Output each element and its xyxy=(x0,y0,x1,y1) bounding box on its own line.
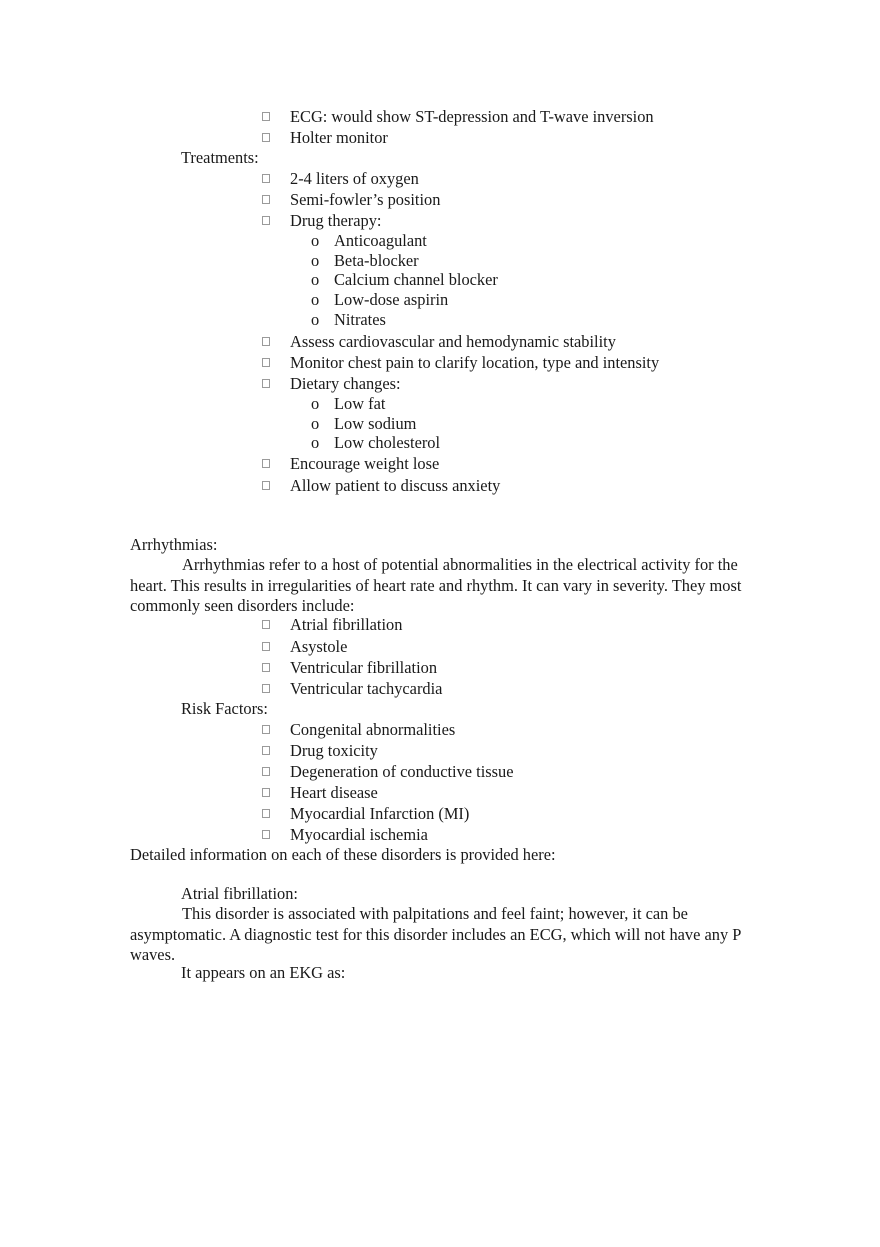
bullet-box-icon xyxy=(262,337,270,346)
bullet-box-icon xyxy=(262,642,270,651)
list-item: Ventricular fibrillation xyxy=(290,658,438,677)
sub-bullet-marker: o xyxy=(311,433,320,452)
list-item: Heart disease xyxy=(290,783,378,802)
bullet-box-icon xyxy=(262,684,270,693)
list-item: Holter monitor xyxy=(290,128,388,147)
list-item: Semi-fowler’s position xyxy=(290,190,441,209)
bullet-box-icon xyxy=(262,788,270,797)
list-item: Degeneration of conductive tissue xyxy=(290,762,514,781)
list-item: Allow patient to discuss anxiety xyxy=(290,476,501,495)
list-item: Monitor chest pain to clarify location, type and intensity xyxy=(290,353,660,372)
list-item: Asystole xyxy=(290,637,348,656)
af-paragraph xyxy=(130,904,750,966)
list-item: Congenital abnormalities xyxy=(290,720,456,739)
af-heading: Atrial fibrillation: xyxy=(181,884,298,903)
bullet-box-icon xyxy=(262,725,270,734)
bullet-box-icon xyxy=(262,620,270,629)
bullet-box-icon xyxy=(262,663,270,672)
list-item: ECG: would show ST-depression and T-wave inversion xyxy=(290,107,654,126)
sub-bullet-marker: o xyxy=(311,310,320,329)
sub-bullet-marker: o xyxy=(311,270,320,289)
risk-factors-heading: Risk Factors: xyxy=(181,699,268,718)
treatments-heading: Treatments: xyxy=(181,148,259,167)
list-item: Myocardial Infarction (MI) xyxy=(290,804,470,823)
sub-bullet-marker: o xyxy=(311,251,320,270)
bullet-box-icon xyxy=(262,358,270,367)
arrhythmias-heading: Arrhythmias: xyxy=(130,535,218,554)
list-item: Drug toxicity xyxy=(290,741,378,760)
bullet-box-icon xyxy=(262,133,270,142)
sub-list-item: Nitrates xyxy=(334,310,386,329)
bullet-box-icon xyxy=(262,174,270,183)
arrhythmias-intro-paragraph xyxy=(130,555,750,617)
list-item: Drug therapy: xyxy=(290,211,382,230)
list-item: 2-4 liters of oxygen xyxy=(290,169,419,188)
bullet-box-icon xyxy=(262,216,270,225)
sub-list-item: Beta-blocker xyxy=(334,251,419,270)
list-item: Atrial fibrillation xyxy=(290,615,403,634)
sub-list-item: Calcium channel blocker xyxy=(334,270,498,289)
bullet-box-icon xyxy=(262,830,270,839)
detail-line: Detailed information on each of these disorders is provided here: xyxy=(130,845,556,864)
list-item: Assess cardiovascular and hemodynamic stability xyxy=(290,332,616,351)
sub-list-item: Low fat xyxy=(334,394,386,413)
af-body-text: This disorder is associated with palpitations and feel faint; however, it can be asymptomatic. A diagnostic test for this disorder includes an ECG, which will not have any P waves. xyxy=(130,904,741,964)
bullet-box-icon xyxy=(262,767,270,776)
list-item: Dietary changes: xyxy=(290,374,401,393)
sub-list-item: Anticoagulant xyxy=(334,231,427,250)
sub-bullet-marker: o xyxy=(311,414,320,433)
list-item: Encourage weight lose xyxy=(290,454,440,473)
list-item: Ventricular tachycardia xyxy=(290,679,443,698)
list-item: Myocardial ischemia xyxy=(290,825,428,844)
sub-bullet-marker: o xyxy=(311,394,320,413)
sub-list-item: Low-dose aspirin xyxy=(334,290,449,309)
bullet-box-icon xyxy=(262,809,270,818)
bullet-box-icon xyxy=(262,481,270,490)
sub-list-item: Low cholesterol xyxy=(334,433,441,452)
sub-bullet-marker: o xyxy=(311,290,320,309)
ekg-line: It appears on an EKG as: xyxy=(181,963,346,982)
bullet-box-icon xyxy=(262,195,270,204)
bullet-box-icon xyxy=(262,746,270,755)
bullet-box-icon xyxy=(262,379,270,388)
sub-bullet-marker: o xyxy=(311,231,320,250)
sub-list-item: Low sodium xyxy=(334,414,417,433)
arrhythmias-intro-text: Arrhythmias refer to a host of potential abnormalities in the electrical activity for the heart. This results in irregularities of heart rate and rhythm. It can vary in severity. They most commonly seen disorders include: xyxy=(130,555,742,615)
bullet-box-icon xyxy=(262,459,270,468)
bullet-box-icon xyxy=(262,112,270,121)
